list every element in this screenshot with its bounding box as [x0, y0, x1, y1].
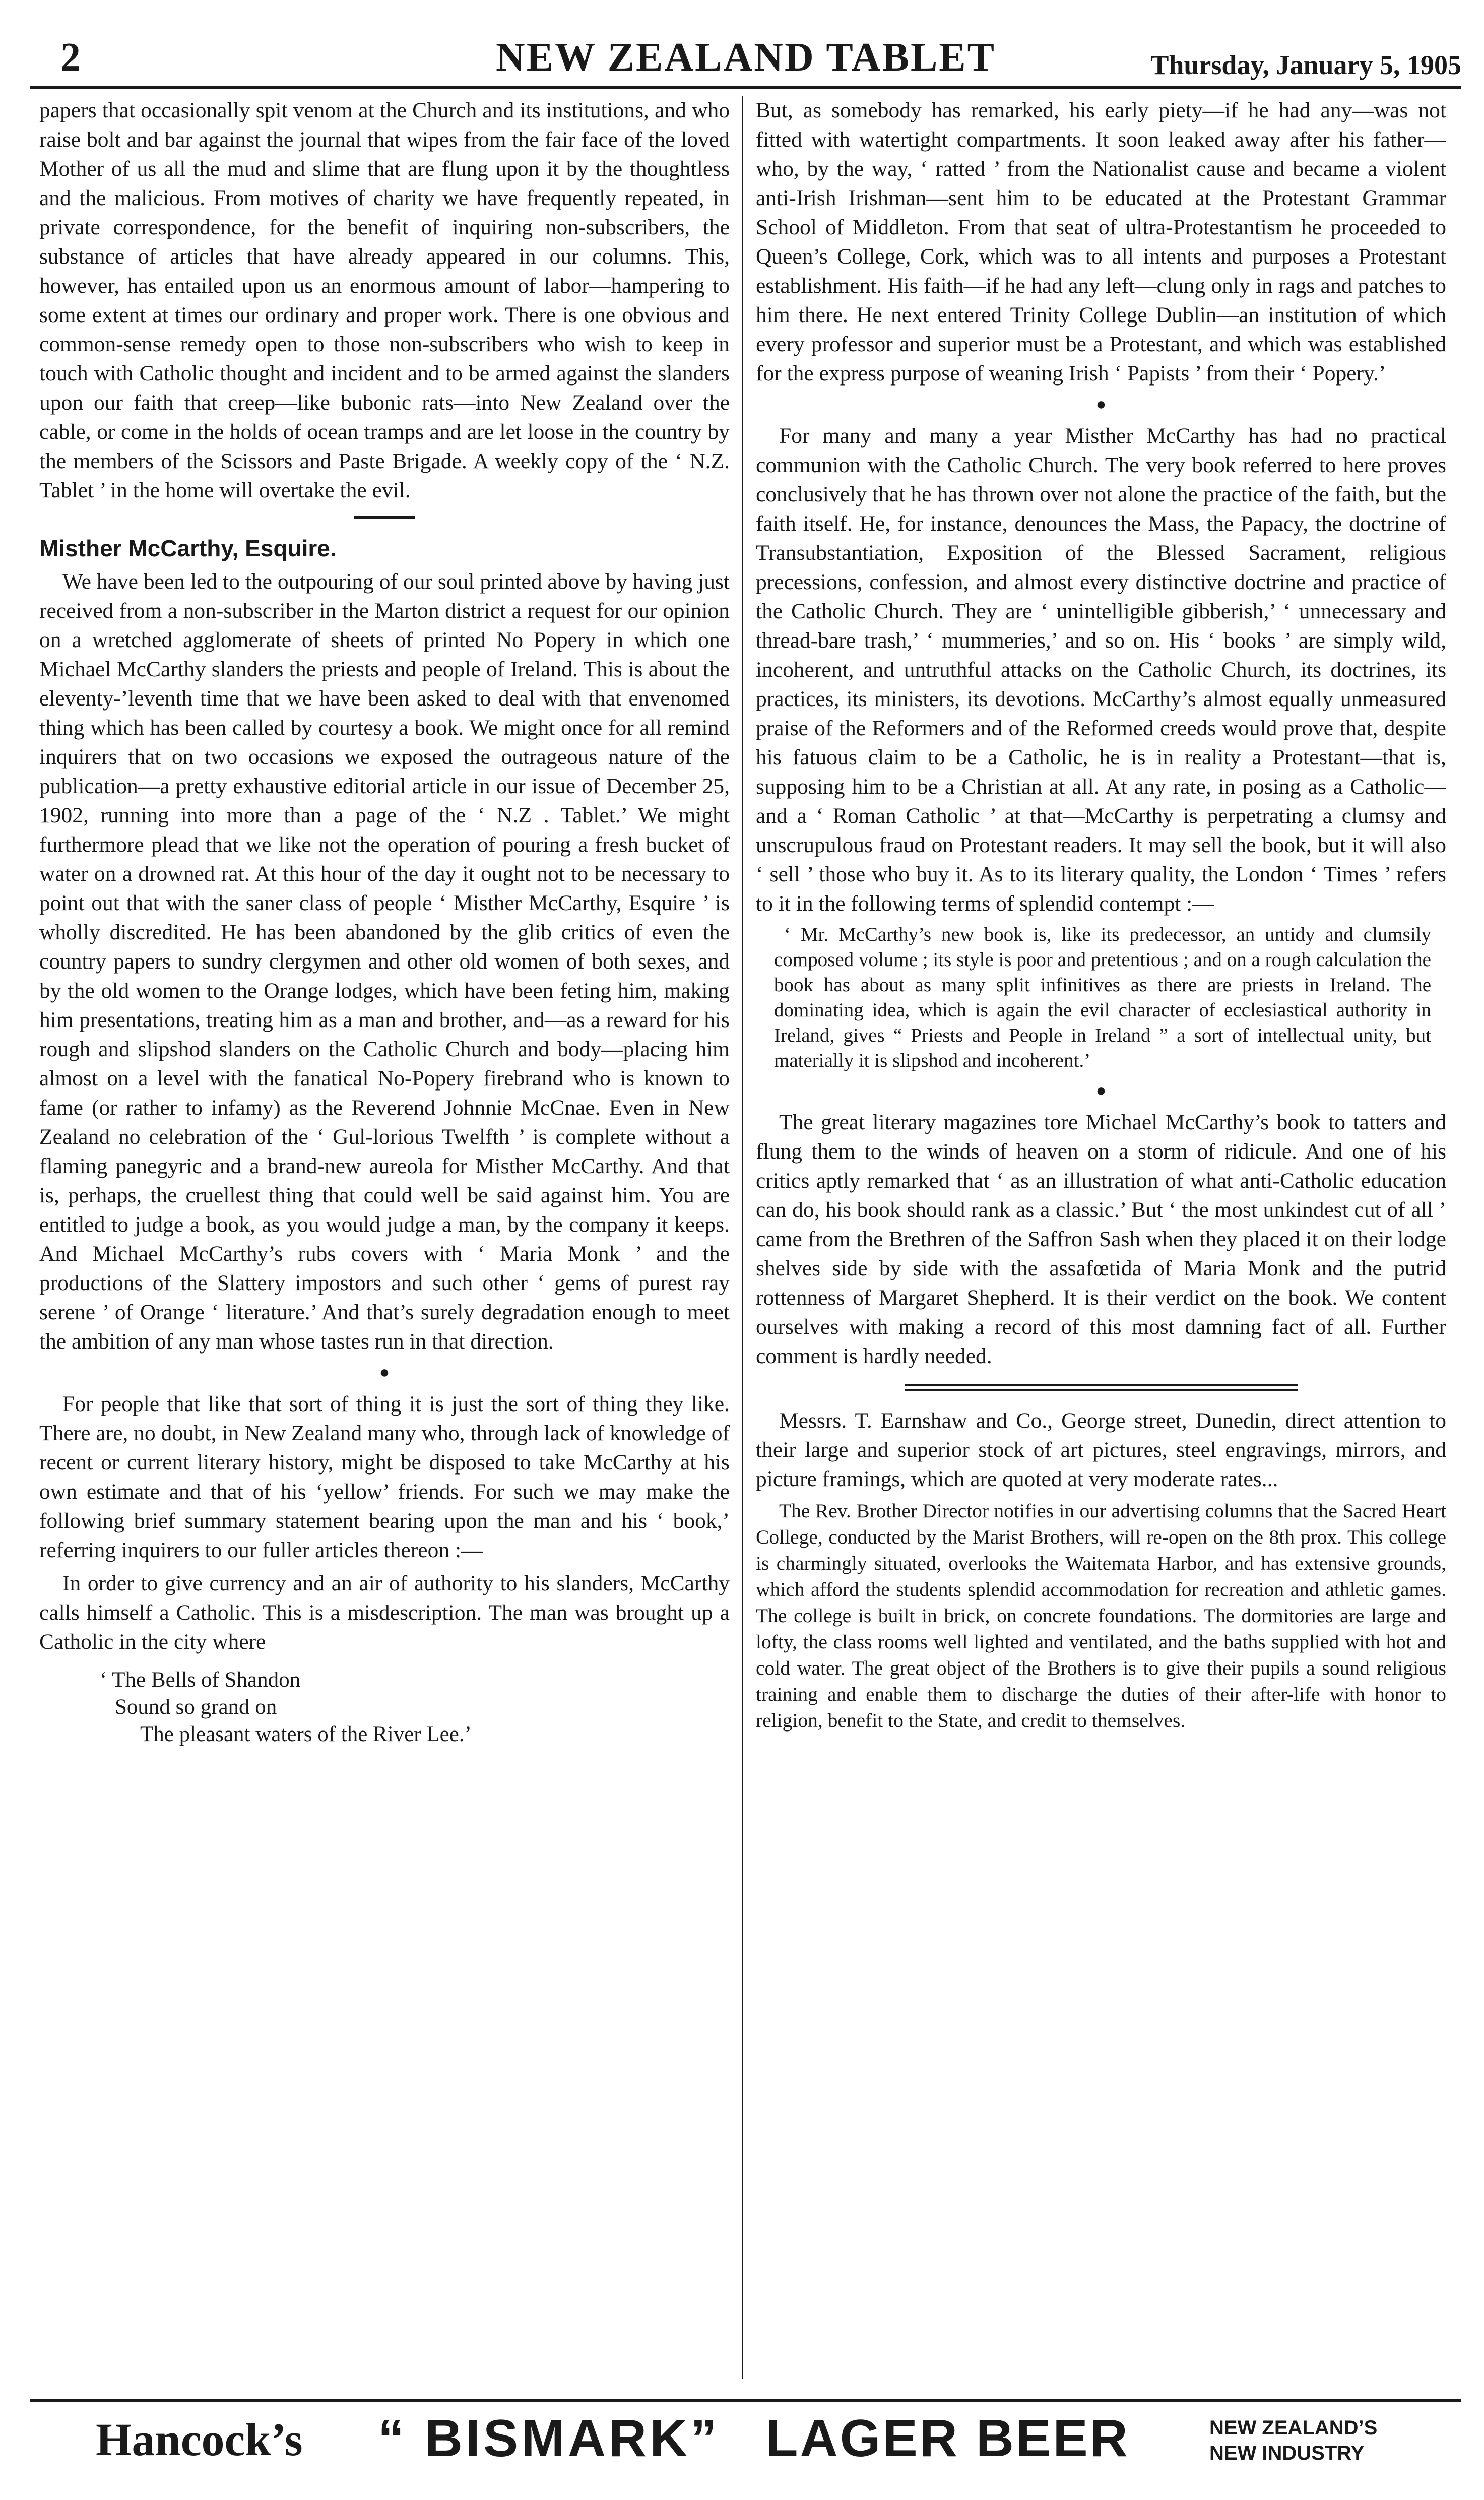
- paragraph-separator: ●: [379, 1363, 390, 1382]
- ad-tagline: NEW INDUSTRY: [1209, 2442, 1365, 2464]
- ad-product-type: LAGER BEER: [766, 2409, 1130, 2468]
- verse-line: ‘ The Bells of Shandon: [100, 1668, 301, 1692]
- article-paragraph: papers that occasionally spit venom at the Church and its institutions, and who raise bolt and bar against the journal that wipes from the fair face of the loved Mother of us all the mud and slime that are flung upon it by the thoughtless and the malicious. From motives of charity we have frequently repeated, in private correspondence, for the benefit of inquiring non-subscribers, the substance of articles that have already appeared in our columns. This, however, has entailed upon us an enormous amount of labor—hampering to some extent at times our ordinary and proper work. There is one obvious and common-sense remedy open to those non-subscribers who wish to keep in touch with Catholic thought and incident and to be armed against the slanders upon our faith that creep—like bubonic rats—into New Zealand over the cable, or come in the holds of ocean tramps and are let loose in the country by the members of the Scissors and Paste Brigade. A weekly copy of the ‘ N.Z. Tablet ’ in the home will overtake the evil.: [39, 98, 730, 502]
- issue-date: Thursday, January 5, 1905: [1150, 50, 1461, 80]
- masthead: [30, 28, 1461, 89]
- paragraph-separator: ●: [1095, 395, 1107, 414]
- right-column: [756, 96, 1446, 2379]
- article-heading: Misther McCarthy, Esquire.: [39, 535, 337, 561]
- verse-line: The pleasant waters of the River Lee.’: [140, 1722, 472, 1746]
- article-paragraph: In order to give currency and an air of authority to his slanders, McCarthy calls himself a Catholic. This is a misdescription. The man was brought up a Catholic in the city where: [39, 1571, 730, 1654]
- times-quote: ‘ Mr. McCarthy’s new book is, like its predecessor, an untidy and clumsily composed volume ; its style is poor and pretentious ; and on a rough calculation the book has about as many split infinitives as there are priests in Ireland. The dominating idea, which is again the evil character of ecclesiastical authority in Ireland, gives “ Priests and People in Ireland ” a sort of intellectual unity, but materially it is slipshod and incoherent.’: [774, 924, 1431, 1071]
- paragraph-separator: ●: [1095, 1081, 1107, 1100]
- article-paragraph: But, as somebody has remarked, his early piety—if he had any—was not fitted with watertight compartments. It soon leaked away after his father—who, by the way, ‘ ratted ’ from the Nationalist cause and became a violent anti-Irish Irishman—sent him to be educated at the Protestant Grammar School of Middleton. From that seat of ultra-Protestantism he proceeded to Queen’s College, Cork, which was to all intents and purposes a Protestant establishment. His faith—if he had any left—clung only in rags and patches to him there. He next entered Trinity College Dublin—an institution of which every professor and superior must be a Protestant, and which was established for the express purpose of weaning Irish ‘ Papists ’ from their ‘ Popery.’: [756, 98, 1446, 386]
- publication-title: NEW ZEALAND TABLET: [495, 35, 996, 80]
- ad-brand: Hancock’s: [96, 2414, 303, 2465]
- article-paragraph: We have been led to the outpouring of our soul printed above by having just received from a non-subscriber in the Marton district a request for our opinion on a wretched agglomerate of sheets of printed No Popery in which one Michael McCarthy slanders the priests and people of Ireland. This is about the eleventy-’leventh time that we have been asked to deal with that envenomed thing which has been called by courtesy a book. We might once for all remind inquirers that on two occasions we exposed the outrageous nature of the publication—a pretty exhaustive editorial article in our issue of December 25, 1902, running into more than a page of the ‘ N.Z . Tablet.’ We might furthermore plead that we like not the operation of pouring a fresh bucket of water on a drowned rat. At this hour of the day it ought not to be necessary to point out that with the saner class of people ‘ Misther McCarthy, Esquire ’ is wholly discredited. He has been abandoned by the glib critics of even the country papers to sundry clergymen and other old women of both sexes, and by the old women to the Orange lodges, which have been feting him, making him presentations, treating him as a man and brother, and—as a reward for his rough and slipshod slanders on the Catholic Church and body—placing him almost on a level with the fanatical No-Popery firebrand who is known to fame (or rather to infamy) as the Reverend Johnnie McCnae. Even in New Zealand no celebration of the ‘ Gul-lorious Twelfth ’ is complete without a flaming panegyric and a brand-new aureola for Misther McCarthy. And that is, perhaps, the cruellest thing that could well be said against him. You are entitled to judge a book, as you would judge a man, by the company it keeps. And Michael McCarthy’s rubs covers with ‘ Maria Monk ’ and the productions of the Slattery impostors and such other ‘ gems of purest ray serene ’ of Orange ‘ literature.’ And that’s surely degradation enough to meet the ambition of any man whose tastes run in that direction.: [39, 569, 730, 1354]
- verse-line: Sound so grand on: [115, 1695, 277, 1719]
- page-number: 2: [60, 35, 81, 80]
- verse-quote: [100, 1666, 730, 1748]
- section-divider: [905, 1384, 1298, 1391]
- ad-product-name: “ BISMARK”: [378, 2409, 720, 2468]
- column-rule: [742, 96, 743, 2379]
- left-column: [39, 96, 730, 2379]
- section-divider: [354, 516, 415, 519]
- notice-paragraph: Messrs. T. Earnshaw and Co., George street, Dunedin, direct attention to their large and superior stock of art pictures, steel engravings, mirrors, and picture framings, which are quoted at very moderate rates...: [756, 1408, 1446, 1491]
- ad-tagline: NEW ZEALAND’S: [1209, 2417, 1378, 2439]
- article-paragraph: The great literary magazines tore Michael McCarthy’s book to tatters and flung them to the winds of heaven on a storm of ridicule. And one of his critics aptly remarked that ‘ as an illustration of what anti-Catholic education can do, his book should rank as a classic.’ But ‘ the most unkindest cut of all ’ came from the Brethren of the Saffron Sash when they placed it on their lodge shelves side by side with the assafœtida of Maria Monk and the putrid rottenness of Margaret Shepherd. It is their verdict on the book. We content ourselves with making a record of this most damning fact of all. Further comment is hardly needed.: [756, 1110, 1446, 1368]
- article-paragraph: For many and many a year Misther McCarthy has had no practical communion with the Catholic Church. The very book referred to here proves conclusively that he has thrown over not alone the practice of the faith, but the faith itself. He, for instance, denounces the Mass, the Papacy, the doctrine of Transubstantiation, Exposition of the Blessed Sacrament, religious precessions, confession, and almost every distinctive doctrine and practice of the Catholic Church. They are ‘ unintelligible gibberish,’ ‘ unnecessary and thread-bare trash,’ ‘ mummeries,’ and so on. His ‘ books ’ are simply wild, incoherent, and untruthful attacks on the Catholic Church, its doctrines, its practices, its ministers, its devotions. McCarthy’s almost equally unmeasured praise of the Reformers and of the Reformed creeds would prove that, despite his fatuous claim to be a Catholic, he is in reality a Protestant—that is, supposing him to be a Christian at all. At any rate, in posing as a Catholic—and a ‘ Roman Catholic ’ at that—McCarthy is perpetrating a clumsy and unscrupulous fraud on Protestant readers. It may sell the book, but it will also ‘ sell ’ those who buy it. As to its literary quality, the London ‘ Times ’ refers to it in the following terms of splendid contempt :—: [756, 424, 1446, 916]
- footer-advertisement: [30, 2399, 1461, 2477]
- notice-paragraph: The Rev. Brother Director notifies in our advertising columns that the Sacred Heart College, conducted by the Marist Brothers, will re-open on the 8th prox. This college is charmingly situated, overlooks the Waitemata Harbor, and has extensive grounds, which afford the students splendid accommodation for recreation and athletic games. The college is built in brick, on concrete foundations. The dormitories are large and lofty, the class rooms well lighted and ventilated, and the baths supplied with hot and cold water. The great object of the Brothers is to give their pupils a sound religious training and enable them to discharge the duties of their after-life with honor to religion, benefit to the State, and credit to themselves.: [756, 1500, 1446, 1732]
- article-paragraph: For people that like that sort of thing it is just the sort of thing they like. There are, no doubt, in New Zealand many who, through lack of knowledge of recent or current literary history, might be disposed to take McCarthy at his own estimate and that of his ‘yellow’ friends. For such we may make the following brief summary statement bearing upon the man and his ‘ book,’ referring inquirers to our fuller articles thereon :—: [39, 1392, 730, 1562]
